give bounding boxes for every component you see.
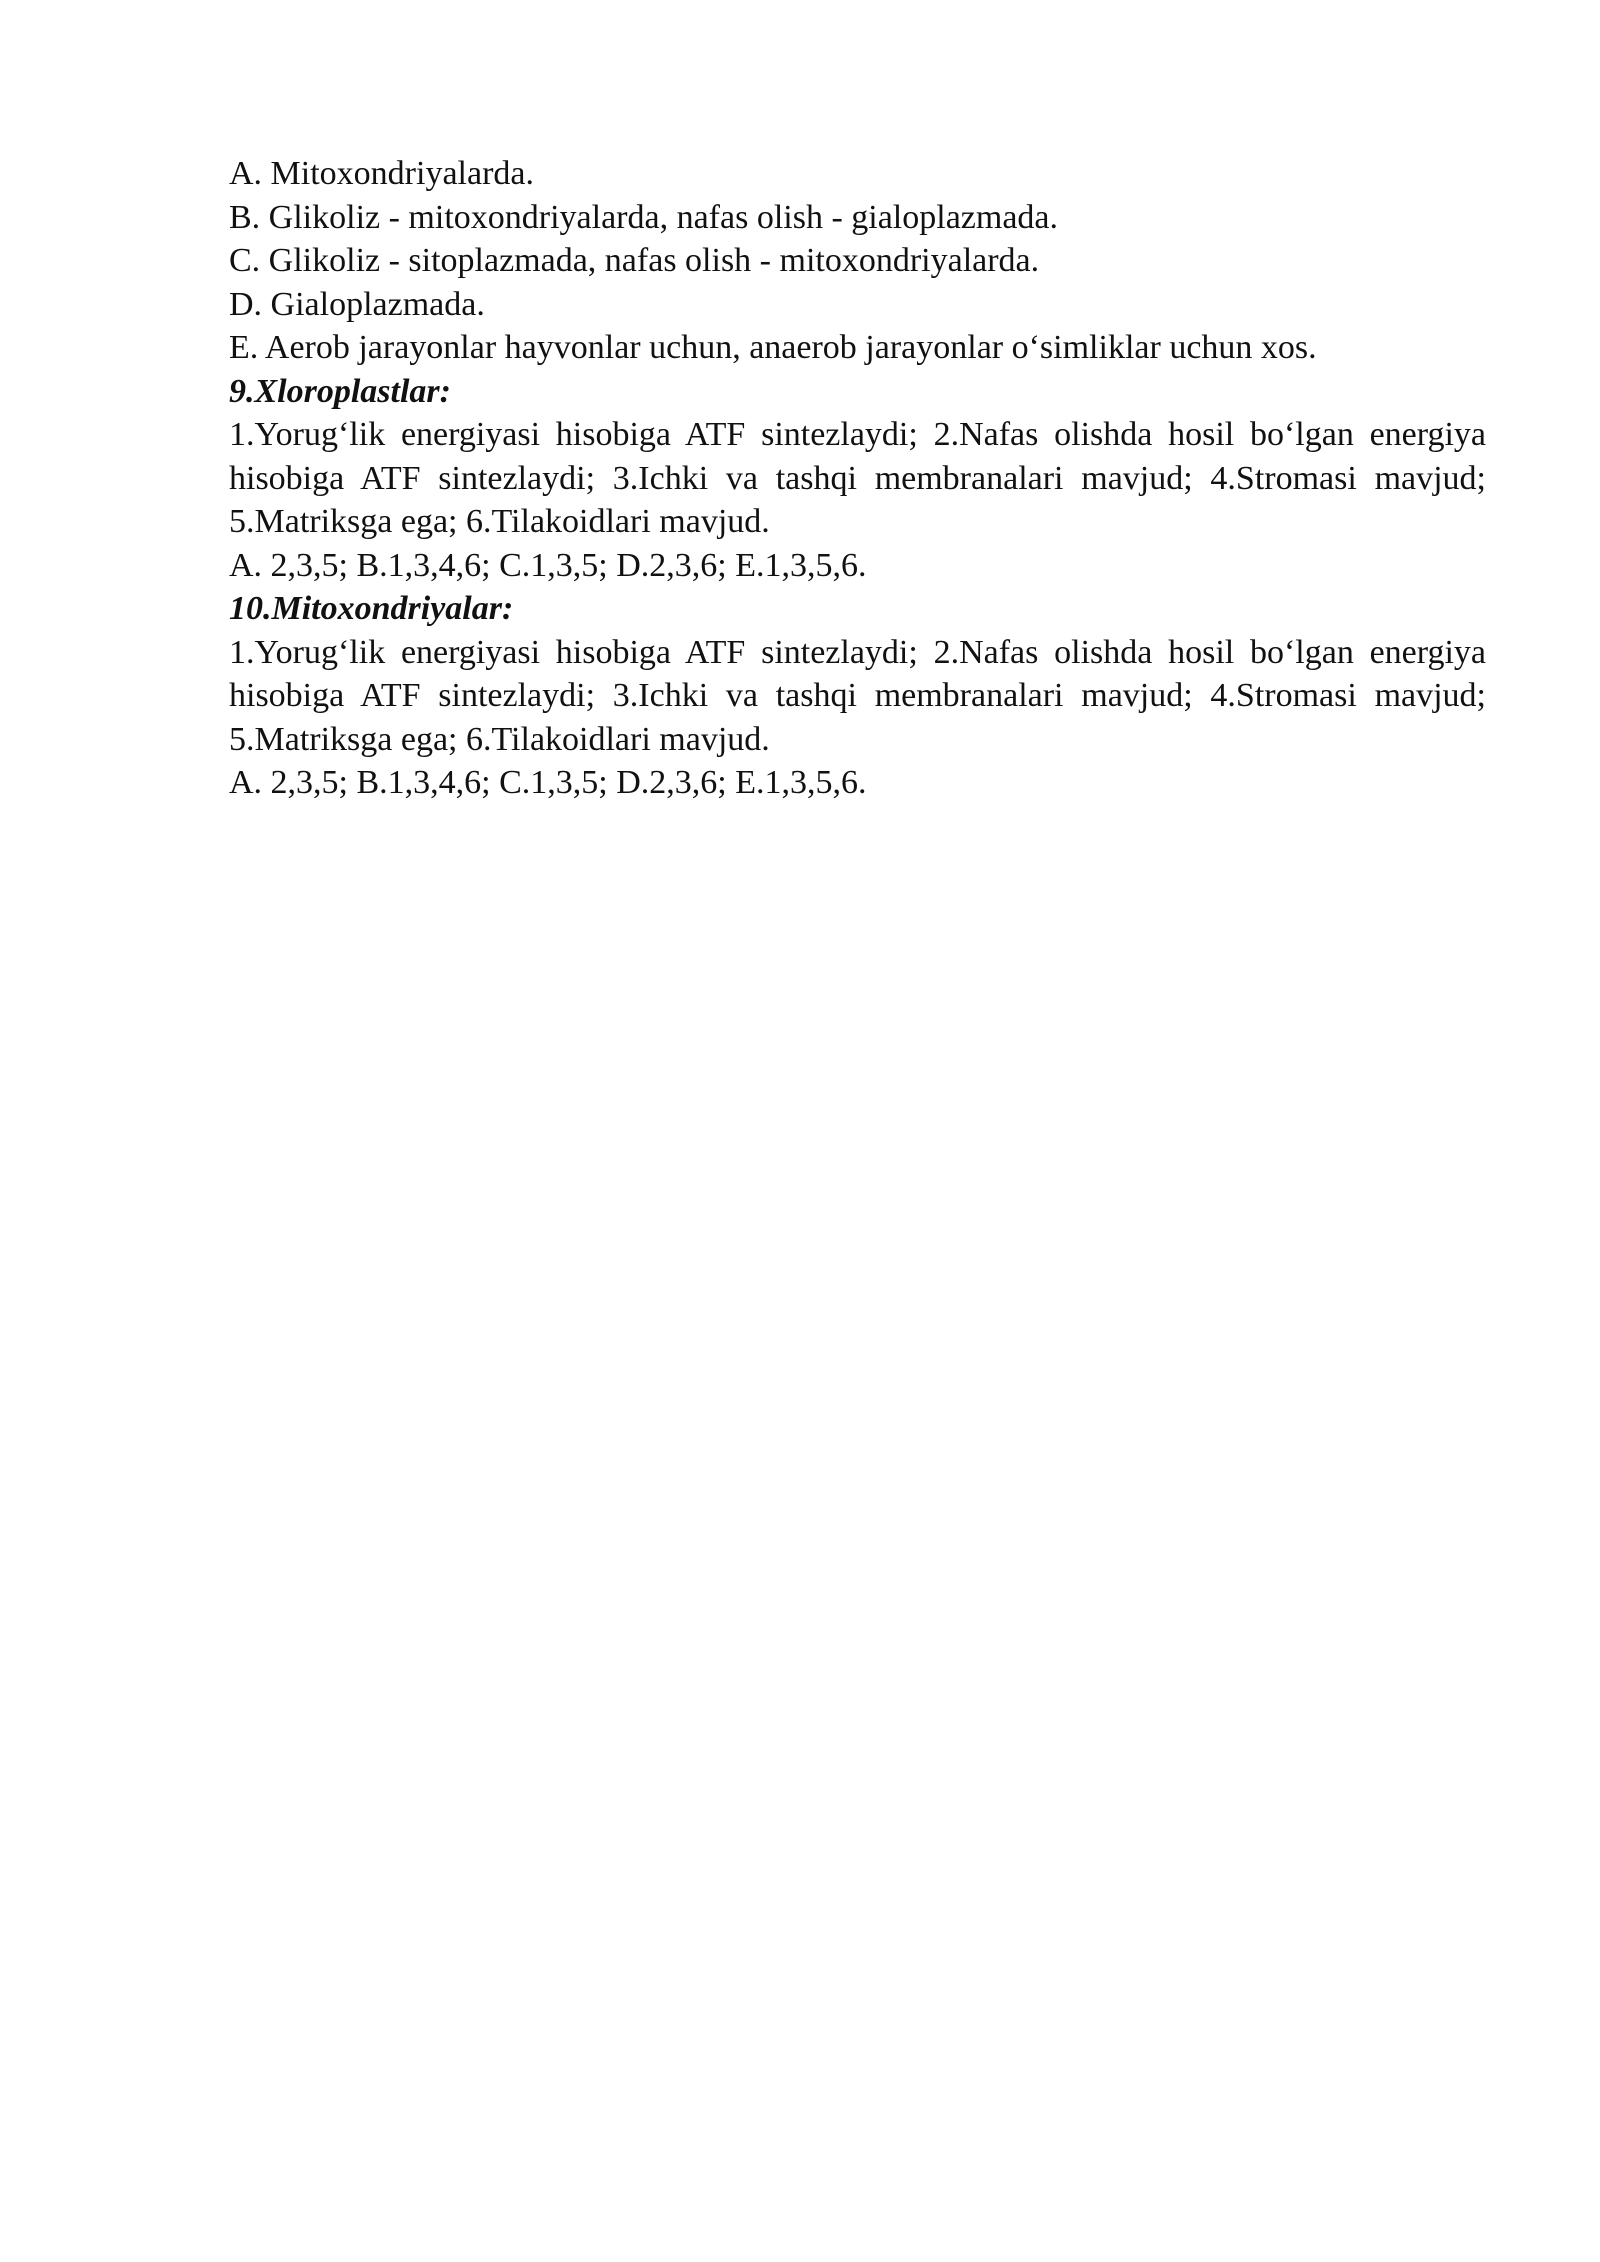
question-8-options [229,152,1486,370]
option-c: C. Glikoliz - sitoplazmada, nafas olish - mitoxondriyalarda. [229,242,1040,279]
option-d: D. Gialoplazmada. [229,285,485,323]
question-9-title: 9.Xloroplastlar: [229,372,451,410]
question-10-body: 1.Yorug‘lik energiyasi hisobiga ATF sintezlaydi; 2.Nafas olishda hosil bo‘lgan energiya hisobiga ATF sintezlaydi; 3.Ichki va tashqi membranalari mavjud; 4.Stromasi mavjud; 5.Matriksga ega; 6.Tilakoidlari mavjud. [229,633,1486,758]
question-9-body: 1.Yorug‘lik energiyasi hisobiga ATF sintezlaydi; 2.Nafas olishda hosil bo‘lgan energiya hisobiga ATF sintezlaydi; 3.Ichki va tashqi membranalari mavjud; 4.Stromasi mavjud; 5.Matriksga ega; 6.Tilakoidlari mavjud. [229,416,1486,540]
option-b: B. Glikoliz - mitoxondriyalarda, nafas olish - gialoplazmada. [229,198,1058,236]
question-9 [229,370,1486,588]
document-page [229,152,1486,805]
option-e: E. Aerob jarayonlar hayvonlar uchun, anaerob jarayonlar o‘simliklar uchun xos. [229,329,1317,366]
question-10 [229,587,1486,805]
option-a: A. Mitoxondriyalarda. [229,155,534,192]
question-10-answers: A. 2,3,5; B.1,3,4,6; C.1,3,5; D.2,3,6; E.1,3,5,6. [229,764,867,801]
question-10-title: 10.Mitoxondriyalar: [229,590,514,627]
question-9-answers: A. 2,3,5; B.1,3,4,6; C.1,3,5; D.2,3,6; E.1,3,5,6. [229,546,867,584]
